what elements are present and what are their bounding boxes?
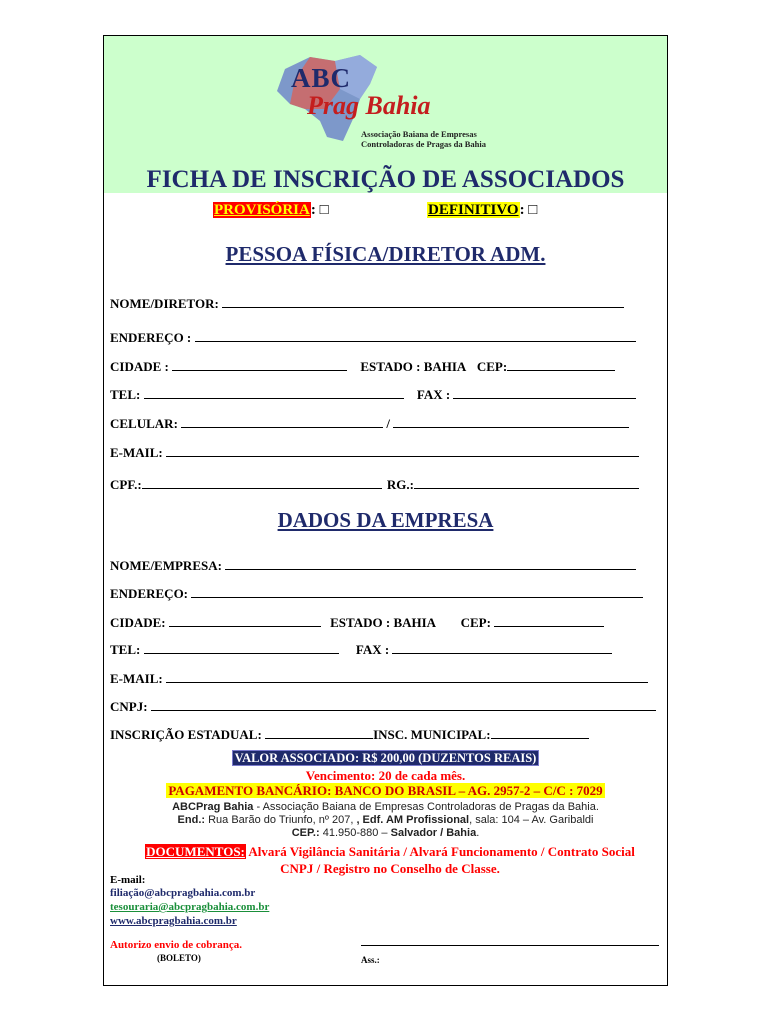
empresa-cep-label: CEP: bbox=[460, 615, 491, 630]
assoc-desc: - Associação Baiana de Empresas Controladoras de Pragas da Bahia. bbox=[253, 801, 599, 813]
end-edf: , Edf. AM Profissional bbox=[356, 814, 470, 826]
inscricao-row bbox=[110, 726, 589, 743]
tel-label: TEL: bbox=[110, 387, 141, 402]
empresa-cidade-field[interactable] bbox=[169, 614, 321, 627]
logo-subtitle-line-2: Controladoras de Pragas da Bahia bbox=[361, 139, 486, 149]
celular-field-1[interactable] bbox=[181, 415, 383, 428]
page-title: FICHA DE INSCRIÇÃO DE ASSOCIADOS bbox=[146, 166, 625, 193]
empresa-email-row bbox=[110, 670, 648, 687]
cep-label: CEP: bbox=[476, 359, 508, 374]
insc-estadual-label: INSCRIÇÃO ESTADUAL: bbox=[110, 727, 262, 742]
empresa-fax-field[interactable] bbox=[392, 641, 612, 654]
cpf-label: CPF.: bbox=[110, 477, 142, 492]
cep-footer-label: CEP.: bbox=[291, 827, 320, 839]
definitivo-label: DEFINITIVO bbox=[428, 202, 519, 218]
empresa-email-label: E-MAIL: bbox=[110, 671, 163, 686]
section-title-pessoa: PESSOA FÍSICA/DIRETOR ADM. bbox=[225, 242, 546, 266]
assoc-line bbox=[104, 801, 667, 813]
address-line bbox=[104, 814, 667, 826]
nome-empresa-field[interactable] bbox=[225, 557, 636, 570]
empresa-estado-label: ESTADO : BAHIA bbox=[330, 615, 436, 630]
logo-subtitle-line-1: Associação Baiana de Empresas bbox=[361, 129, 477, 139]
rg-field[interactable] bbox=[414, 476, 639, 489]
end-rest: , sala: 104 – Av. Garibaldi bbox=[469, 814, 594, 826]
vencimento-text: Vencimento: 20 de cada mês. bbox=[305, 768, 466, 783]
celular-field-2[interactable] bbox=[393, 415, 629, 428]
insc-estadual-field[interactable] bbox=[265, 726, 373, 739]
logo-subtitle bbox=[361, 129, 486, 149]
empresa-cep-field[interactable] bbox=[494, 614, 604, 627]
cep-line bbox=[104, 827, 667, 839]
signature-label: Ass.: bbox=[361, 955, 380, 965]
cep-end: . bbox=[476, 827, 480, 839]
cep-footer-text: 41.950-880 – bbox=[319, 827, 391, 839]
cep-city: Salvador / Bahia bbox=[390, 827, 477, 839]
email-label: E-MAIL: bbox=[110, 445, 163, 460]
signature-line[interactable] bbox=[361, 945, 659, 946]
insc-municipal-label: INSC. MUNICIPAL: bbox=[373, 727, 491, 742]
nome-empresa-label: NOME/EMPRESA: bbox=[110, 558, 222, 573]
logo-prag-text: Prag Bahia bbox=[307, 91, 431, 120]
insc-municipal-field[interactable] bbox=[491, 726, 589, 739]
nome-diretor-row bbox=[110, 295, 624, 312]
email-field[interactable] bbox=[166, 444, 639, 457]
fax-field[interactable] bbox=[453, 386, 636, 399]
definitivo-option[interactable] bbox=[427, 202, 537, 219]
email-tesouraria-link[interactable]: tesouraria@abcpragbahia.com.br bbox=[110, 901, 270, 913]
nome-diretor-field[interactable] bbox=[222, 295, 624, 308]
documentos-text-2: CNPJ / Registro no Conselho de Classe. bbox=[280, 861, 500, 876]
empresa-endereco-field[interactable] bbox=[191, 585, 643, 598]
form-frame bbox=[103, 35, 668, 986]
pagamento-bancario bbox=[104, 783, 667, 799]
provisoria-option[interactable] bbox=[213, 202, 329, 219]
empresa-cidade-label: CIDADE: bbox=[110, 615, 166, 630]
provisoria-label: PROVISÓRIA bbox=[214, 202, 310, 218]
nome-diretor-label: NOME/DIRETOR: bbox=[110, 296, 219, 311]
assoc-name: ABCPrag Bahia bbox=[172, 801, 254, 813]
end-label: End.: bbox=[177, 814, 206, 826]
nome-empresa-row bbox=[110, 557, 636, 574]
documentos-block bbox=[120, 843, 660, 877]
empresa-email-field[interactable] bbox=[166, 670, 648, 683]
cidade-field[interactable] bbox=[172, 358, 347, 371]
email-row bbox=[110, 444, 639, 461]
celular-separator: / bbox=[386, 416, 391, 431]
logo-abc-text: ABC bbox=[291, 63, 352, 93]
celular-label: CELULAR: bbox=[110, 416, 178, 431]
email-filiacao-link[interactable]: filiação@abcpragbahia.com.br bbox=[110, 887, 256, 899]
endereco-field[interactable] bbox=[195, 329, 636, 342]
documentos-label: DOCUMENTOS: bbox=[146, 844, 245, 859]
empresa-endereco-row bbox=[110, 585, 643, 602]
valor-associado bbox=[104, 751, 667, 766]
pagamento-text: PAGAMENTO BANCÁRIO: BANCO DO BRASIL – AG. 2957-2 – C/C : 7029 bbox=[168, 783, 603, 798]
tel-row bbox=[110, 386, 636, 403]
section-title-empresa: DADOS DA EMPRESA bbox=[277, 508, 494, 532]
cidade-row bbox=[110, 358, 615, 375]
empresa-cidade-row bbox=[110, 614, 604, 631]
cnpj-field[interactable] bbox=[151, 698, 656, 711]
estado-label: ESTADO : BAHIA bbox=[360, 359, 466, 374]
autorizo-text: Autorizo envio de cobrança. bbox=[110, 939, 242, 951]
cep-field[interactable] bbox=[507, 358, 615, 371]
boleto-text: (BOLETO) bbox=[157, 953, 201, 963]
empresa-tel-field[interactable] bbox=[144, 641, 339, 654]
definitivo-checkbox[interactable]: : □ bbox=[519, 202, 538, 218]
cnpj-row bbox=[110, 698, 656, 715]
empresa-tel-label: TEL: bbox=[110, 642, 141, 657]
celular-row bbox=[110, 415, 629, 432]
cnpj-label: CNPJ: bbox=[110, 699, 148, 714]
endereco-row bbox=[110, 329, 636, 346]
fax-label: FAX : bbox=[416, 387, 451, 402]
empresa-tel-row bbox=[110, 641, 612, 658]
rg-label: RG.: bbox=[386, 477, 414, 492]
valor-associado-text: VALOR ASSOCIADO: R$ 200,00 (DUZENTOS REAIS) bbox=[232, 750, 540, 766]
empresa-fax-label: FAX : bbox=[355, 642, 390, 657]
provisoria-checkbox[interactable]: : □ bbox=[310, 202, 329, 218]
tel-field[interactable] bbox=[144, 386, 404, 399]
contact-email-label: E-mail: bbox=[110, 874, 146, 886]
cpf-row bbox=[110, 476, 639, 493]
cidade-label: CIDADE : bbox=[110, 359, 169, 374]
documentos-text-1: Alvará Vigilância Sanitária / Alvará Funcionamento / Contrato Social bbox=[245, 844, 635, 859]
endereco-label: ENDEREÇO : bbox=[110, 330, 192, 345]
end-text: Rua Barão do Triunfo, nº 207, bbox=[205, 814, 357, 826]
cpf-field[interactable] bbox=[142, 476, 382, 489]
empresa-endereco-label: ENDEREÇO: bbox=[110, 586, 189, 601]
website-link[interactable]: www.abcpragbahia.com.br bbox=[110, 915, 237, 927]
